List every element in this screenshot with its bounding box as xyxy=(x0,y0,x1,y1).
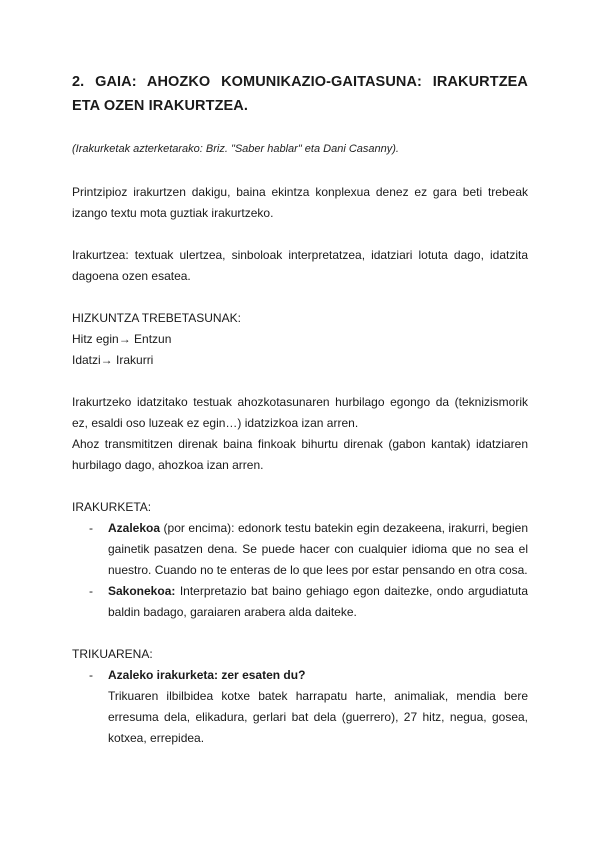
skill-line-2: Idatzi→ Irakurri xyxy=(72,353,154,367)
skill-line-1: Hitz egin→ Entzun xyxy=(72,332,172,346)
paragraph-definition: Irakurtzea: textuak ulertzea, sinboloak interpretatzea, idatziari lotuta dago, idatzita dagoena ozen esatea. xyxy=(72,248,528,283)
document-page xyxy=(72,70,528,749)
list-item-term: Sakonekoa: xyxy=(108,584,176,598)
list-item xyxy=(72,581,528,623)
document-title: 2. GAIA: AHOZKO KOMUNIKAZIO-GAITASUNA: IRAKURTZEA ETA OZEN IRAKURTZEA. xyxy=(72,74,528,114)
reading-list xyxy=(72,518,528,623)
dash-bullet: - xyxy=(89,668,93,682)
dash-bullet: - xyxy=(89,521,93,535)
list-item-term: Azalekoa xyxy=(108,521,161,535)
trikua-section xyxy=(72,644,528,749)
trikua-list xyxy=(72,665,528,749)
skills-section xyxy=(72,308,528,371)
paragraph-intro: Printzipioz irakurtzen dakigu, baina ekintza konplexua denez ez gara beti trebeak izango textu mota guztiak irakurtzeko. xyxy=(72,185,528,220)
list-item-text: Interpretazio bat baino gehiago egon daitezke, ondo argudiatuta baldin badago, garaiaren arabera alda daiteke. xyxy=(108,584,528,619)
list-item-term: Azaleko irakurketa: zer esaten du? xyxy=(108,668,306,682)
paragraph-oral-texts: Ahoz transmititzen direnak baina finkoak bihurtu direnak (gabon kantak) idatziaren hurbilago dago, ahozkoa izan arren. xyxy=(72,437,528,472)
dash-bullet: - xyxy=(89,584,93,598)
reading-heading: IRAKURKETA: xyxy=(72,500,152,514)
document-subtitle: (Irakurketak azterketarako: Briz. "Saber hablar" eta Dani Casanny). xyxy=(72,143,399,155)
list-item-text: (por encima): edonork testu batekin egin dezakeena, irakurri, begien gainetik pasatzen dena. Se puede hacer con cualquier idioma que no sea el nuestro. Cuando no te enteras de lo que lees por estar pensando en otra cosa. xyxy=(108,521,528,577)
list-item xyxy=(72,518,528,581)
list-item-text: Trikuaren ilbilbidea kotxe batek harrapatu harte, animaliak, mendia bere erresuma dela, elikadura, gerlari bat dela (guerrero), 27 hitz, negua, gosea, kotxea, errepidea. xyxy=(108,689,528,745)
trikua-heading: TRIKUARENA: xyxy=(72,647,153,661)
reading-section xyxy=(72,497,528,623)
list-item xyxy=(72,665,528,749)
skills-heading: HIZKUNTZA TREBETASUNAK: xyxy=(72,311,241,325)
paragraph-written-texts: Irakurtzeko idatzitako testuak ahozkotasunaren hurbilago egongo da (teknizismorik ez, esaldi oso luzeak ez egin…) idatzizkoa izan arren. xyxy=(72,395,528,430)
